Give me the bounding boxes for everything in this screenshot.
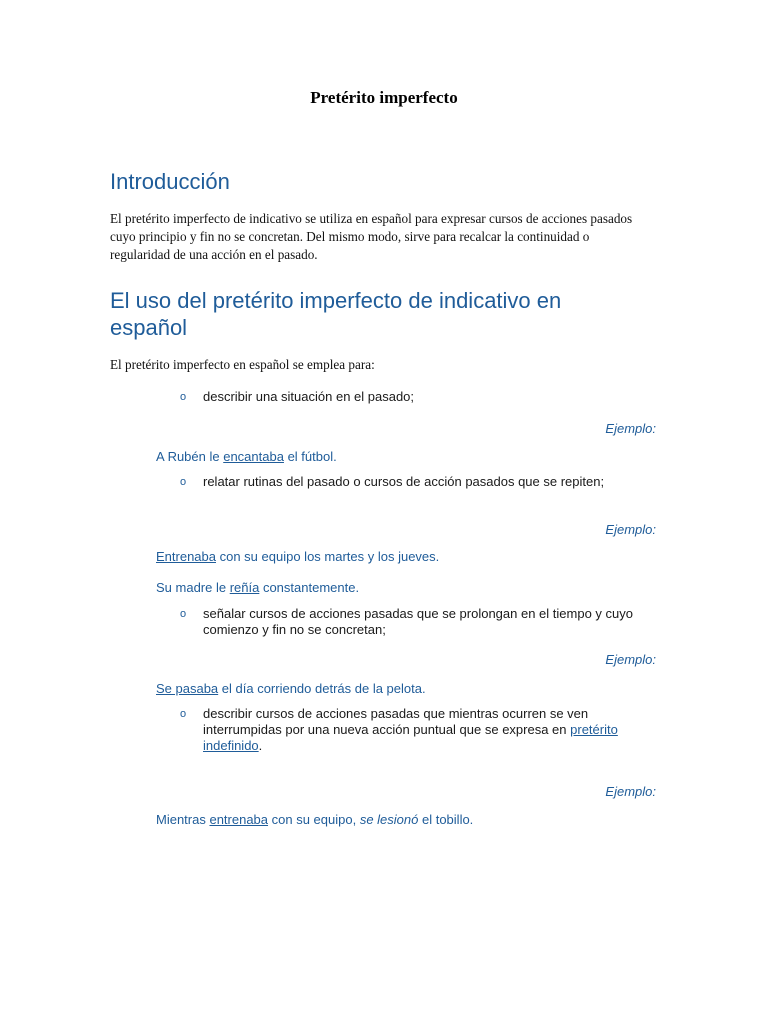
link-encantaba[interactable]: encantaba [223,449,284,464]
ejemplo-label-2: Ejemplo: [605,522,656,537]
example-5 [156,812,473,827]
example-text: con su equipo los martes y los jueves. [216,549,440,564]
link-entrenaba[interactable]: Entrenaba [156,549,216,564]
example-2 [156,549,439,564]
bullet-item-2: relatar rutinas del pasado o cursos de acción pasados que se repiten; [203,474,605,489]
bullet-text: describir cursos de acciones pasadas que mientras ocurren se ven interrumpidas por una nueva acción puntual que se expresa en [203,706,589,737]
example-text: Su madre le [156,580,230,595]
link-se-pasaba[interactable]: Se pasaba [156,681,219,696]
example-text: Mientras [156,812,210,827]
bullet-item-3: señalar cursos de acciones pasadas que se prolongan en el tiempo y cuyo comienzo y fin no se concretan; [203,606,633,637]
ejemplo-label-3: Ejemplo: [605,652,656,667]
bullet-text: . [258,738,263,753]
heading-uso-line1: El uso del pretérito imperfecto de indicativo en [110,288,562,313]
bullet-marker-icon: o [180,391,187,403]
bullet-marker-icon: o [180,708,187,720]
bullet-item-1: describir una situación en el pasado; [203,389,415,404]
bullet-item-4 [203,706,663,754]
example-text: el día corriendo detrás de la pelota. [218,681,426,696]
link-preterito-indefinido[interactable]: pretérito indefinido [203,722,618,753]
ejemplo-label-4: Ejemplo: [605,784,656,799]
example-italic-text: se lesionó [359,812,419,827]
link-renia[interactable]: reñía [229,580,260,595]
example-1 [156,449,337,464]
heading-uso-line2: español [110,315,188,340]
uso-lead: El pretérito imperfecto en español se emplea para: [110,357,375,372]
example-text: con su equipo, [268,812,360,827]
example-text: A Rubén le [156,449,224,464]
intro-paragraph: El pretérito imperfecto de indicativo se utiliza en español para expresar cursos de acciones pasados cuyo principio y fin no se concretan. Del mismo modo, sirve para recalcar la continuidad o regularidad de una acción en el pasado. [110,211,633,262]
example-text: el tobillo. [418,812,474,827]
bullet-marker-icon: o [180,608,187,620]
ejemplo-label-1: Ejemplo: [605,421,656,436]
example-text: el fútbol. [283,449,337,464]
heading-introduccion: Introducción [110,169,230,194]
bullet-marker-icon: o [180,476,187,488]
heading-uso [110,287,650,341]
link-entrenaba-2[interactable]: entrenaba [209,812,269,827]
example-3 [156,580,359,595]
example-4 [156,681,426,696]
document-title: Pretérito imperfecto [310,88,458,107]
example-text: constantemente. [259,580,360,595]
